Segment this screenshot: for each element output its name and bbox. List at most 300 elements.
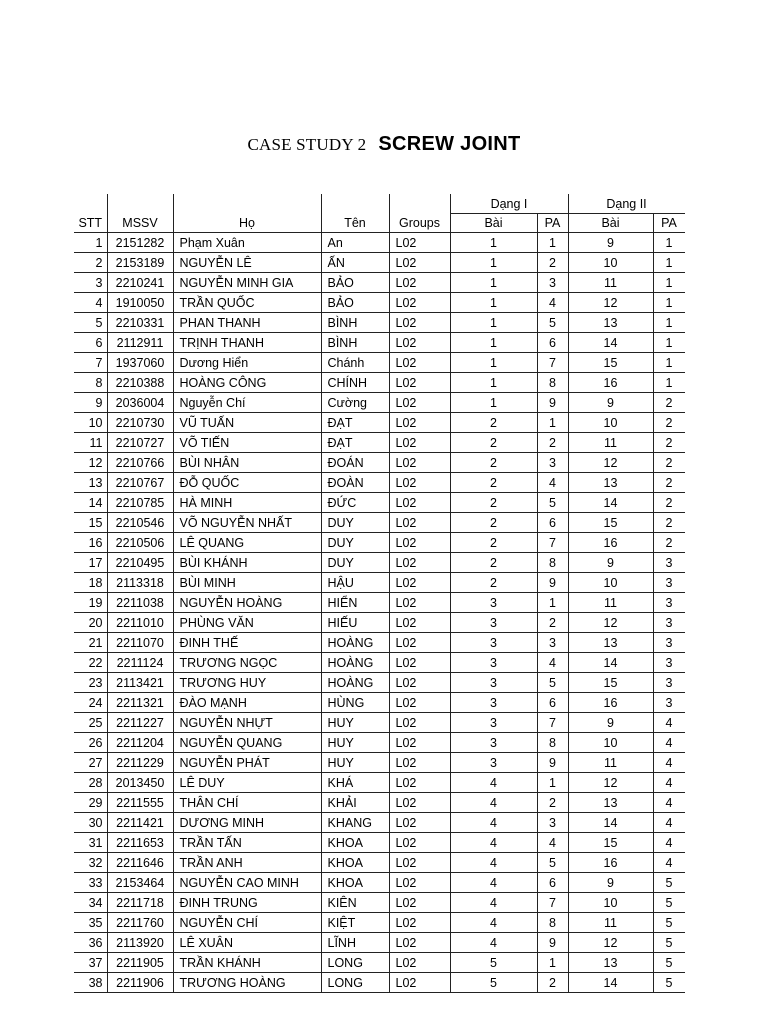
table-row: [74, 293, 685, 313]
cell-bai-1: 2: [450, 513, 537, 533]
cell-bai-2: 11: [568, 433, 653, 453]
header-bai-2: Bài: [568, 214, 653, 233]
cell-bai-1: 2: [450, 433, 537, 453]
cell-bai-2: 12: [568, 773, 653, 793]
cell-pa-1: 8: [537, 553, 568, 573]
cell-pa-2: 4: [653, 773, 685, 793]
cell-stt: 35: [74, 913, 107, 933]
cell-bai-1: 1: [450, 373, 537, 393]
cell-groups: L02: [389, 653, 450, 673]
cell-bai-2: 10: [568, 573, 653, 593]
cell-ho: LÊ XUÂN: [173, 933, 321, 953]
cell-mssv: 2211070: [107, 633, 173, 653]
cell-stt: 19: [74, 593, 107, 613]
cell-mssv: 2211760: [107, 913, 173, 933]
cell-stt: 32: [74, 853, 107, 873]
cell-pa-2: 4: [653, 853, 685, 873]
cell-ho: PHÙNG VĂN: [173, 613, 321, 633]
cell-pa-1: 9: [537, 573, 568, 593]
cell-ho: VÕ TIẾN: [173, 433, 321, 453]
cell-stt: 34: [74, 893, 107, 913]
cell-stt: 18: [74, 573, 107, 593]
cell-ten: KHANG: [321, 813, 389, 833]
cell-groups: L02: [389, 773, 450, 793]
cell-pa-1: 3: [537, 813, 568, 833]
cell-ten: LĨNH: [321, 933, 389, 953]
cell-pa-1: 7: [537, 353, 568, 373]
cell-pa-2: 4: [653, 753, 685, 773]
cell-stt: 9: [74, 393, 107, 413]
cell-bai-2: 13: [568, 313, 653, 333]
table-row: [74, 513, 685, 533]
cell-ho: LÊ QUANG: [173, 533, 321, 553]
cell-mssv: 2210388: [107, 373, 173, 393]
header-blank: [173, 194, 321, 214]
cell-groups: L02: [389, 833, 450, 853]
table-row: [74, 393, 685, 413]
cell-groups: L02: [389, 753, 450, 773]
cell-bai-2: 10: [568, 253, 653, 273]
cell-ten: DUY: [321, 553, 389, 573]
cell-stt: 7: [74, 353, 107, 373]
student-assignment-table: [74, 194, 685, 993]
cell-pa-2: 2: [653, 473, 685, 493]
cell-pa-1: 4: [537, 293, 568, 313]
cell-bai-1: 3: [450, 593, 537, 613]
cell-stt: 36: [74, 933, 107, 953]
cell-stt: 6: [74, 333, 107, 353]
cell-pa-1: 4: [537, 473, 568, 493]
cell-ten: BẢO: [321, 273, 389, 293]
cell-ten: Cường: [321, 393, 389, 413]
cell-pa-1: 4: [537, 833, 568, 853]
cell-bai-2: 14: [568, 333, 653, 353]
cell-ten: BẢO: [321, 293, 389, 313]
cell-pa-2: 5: [653, 933, 685, 953]
cell-bai-1: 2: [450, 553, 537, 573]
cell-ho: BÙI NHÂN: [173, 453, 321, 473]
cell-ten: HUY: [321, 733, 389, 753]
cell-ten: ĐOÁN: [321, 453, 389, 473]
cell-bai-1: 4: [450, 913, 537, 933]
cell-stt: 1: [74, 233, 107, 253]
cell-groups: L02: [389, 573, 450, 593]
cell-ho: NGUYỄN MINH GIA: [173, 273, 321, 293]
cell-mssv: 1910050: [107, 293, 173, 313]
table-group-header-row: [74, 194, 685, 214]
cell-ten: ĐỨC: [321, 493, 389, 513]
cell-groups: L02: [389, 633, 450, 653]
cell-pa-2: 5: [653, 873, 685, 893]
cell-bai-1: 2: [450, 473, 537, 493]
cell-bai-1: 1: [450, 273, 537, 293]
cell-ho: TRẦN ANH: [173, 853, 321, 873]
cell-ho: NGUYỄN LÊ: [173, 253, 321, 273]
cell-ho: ĐỖ QUỐC: [173, 473, 321, 493]
cell-ho: TRẦN TẤN: [173, 833, 321, 853]
cell-groups: L02: [389, 493, 450, 513]
cell-pa-1: 9: [537, 393, 568, 413]
cell-mssv: 2211555: [107, 793, 173, 813]
cell-groups: L02: [389, 693, 450, 713]
header-ho: Họ: [173, 214, 321, 233]
table-row: [74, 933, 685, 953]
cell-bai-2: 11: [568, 273, 653, 293]
cell-ten: HIẾU: [321, 613, 389, 633]
cell-stt: 26: [74, 733, 107, 753]
cell-mssv: 2113318: [107, 573, 173, 593]
cell-mssv: 2211906: [107, 973, 173, 993]
cell-pa-2: 4: [653, 713, 685, 733]
document-title: [0, 133, 768, 156]
cell-bai-2: 10: [568, 733, 653, 753]
cell-mssv: 2210727: [107, 433, 173, 453]
cell-stt: 30: [74, 813, 107, 833]
header-dang-2: Dạng II: [568, 194, 685, 214]
cell-ho: DƯƠNG MINH: [173, 813, 321, 833]
cell-pa-1: 9: [537, 753, 568, 773]
cell-pa-1: 7: [537, 533, 568, 553]
cell-mssv: 2151282: [107, 233, 173, 253]
cell-bai-1: 2: [450, 573, 537, 593]
cell-bai-2: 10: [568, 413, 653, 433]
cell-ten: HÙNG: [321, 693, 389, 713]
cell-bai-1: 1: [450, 233, 537, 253]
cell-stt: 2: [74, 253, 107, 273]
cell-ho: VŨ TUẤN: [173, 413, 321, 433]
cell-pa-1: 8: [537, 733, 568, 753]
cell-ten: ĐẠT: [321, 433, 389, 453]
cell-pa-1: 5: [537, 313, 568, 333]
cell-pa-1: 2: [537, 613, 568, 633]
table-row: [74, 353, 685, 373]
cell-ho: HOÀNG CÔNG: [173, 373, 321, 393]
cell-mssv: 2211227: [107, 713, 173, 733]
cell-pa-2: 3: [653, 633, 685, 653]
cell-bai-1: 1: [450, 313, 537, 333]
cell-bai-1: 5: [450, 953, 537, 973]
cell-ten: HOÀNG: [321, 673, 389, 693]
table-row: [74, 593, 685, 613]
cell-mssv: 2211653: [107, 833, 173, 853]
cell-ten: KHOA: [321, 833, 389, 853]
cell-pa-1: 5: [537, 493, 568, 513]
cell-bai-2: 16: [568, 853, 653, 873]
cell-mssv: 2211229: [107, 753, 173, 773]
table-row: [74, 973, 685, 993]
table-row: [74, 493, 685, 513]
table-row: [74, 753, 685, 773]
cell-pa-2: 1: [653, 293, 685, 313]
cell-ten: ẤN: [321, 253, 389, 273]
cell-bai-2: 11: [568, 753, 653, 773]
cell-groups: L02: [389, 873, 450, 893]
header-pa-1: PA: [537, 214, 568, 233]
cell-pa-1: 2: [537, 433, 568, 453]
cell-pa-1: 2: [537, 793, 568, 813]
cell-bai-2: 9: [568, 873, 653, 893]
cell-ho: TRỊNH THANH: [173, 333, 321, 353]
cell-groups: L02: [389, 253, 450, 273]
cell-pa-2: 5: [653, 973, 685, 993]
cell-bai-2: 9: [568, 233, 653, 253]
cell-bai-1: 2: [450, 533, 537, 553]
header-ten: Tên: [321, 214, 389, 233]
cell-ho: ĐÀO MẠNH: [173, 693, 321, 713]
cell-ten: KHÁ: [321, 773, 389, 793]
cell-bai-1: 1: [450, 333, 537, 353]
cell-groups: L02: [389, 953, 450, 973]
table-row: [74, 733, 685, 753]
cell-ho: Dương Hiển: [173, 353, 321, 373]
cell-ten: HUY: [321, 753, 389, 773]
cell-groups: L02: [389, 553, 450, 573]
cell-ten: BÌNH: [321, 333, 389, 353]
cell-pa-2: 1: [653, 253, 685, 273]
cell-bai-2: 9: [568, 713, 653, 733]
cell-ten: HUY: [321, 713, 389, 733]
cell-stt: 38: [74, 973, 107, 993]
cell-stt: 24: [74, 693, 107, 713]
cell-ho: TRƯƠNG NGỌC: [173, 653, 321, 673]
header-dang-1: Dạng I: [450, 194, 568, 214]
cell-stt: 14: [74, 493, 107, 513]
cell-groups: L02: [389, 233, 450, 253]
cell-ten: ĐẠT: [321, 413, 389, 433]
cell-mssv: 2210546: [107, 513, 173, 533]
cell-pa-1: 2: [537, 253, 568, 273]
cell-ten: KIỆT: [321, 913, 389, 933]
cell-mssv: 2013450: [107, 773, 173, 793]
header-mssv: MSSV: [107, 214, 173, 233]
cell-mssv: 2211905: [107, 953, 173, 973]
cell-mssv: 2211010: [107, 613, 173, 633]
cell-bai-2: 12: [568, 613, 653, 633]
cell-bai-1: 4: [450, 933, 537, 953]
cell-stt: 13: [74, 473, 107, 493]
cell-bai-2: 13: [568, 473, 653, 493]
cell-bai-2: 12: [568, 453, 653, 473]
cell-stt: 20: [74, 613, 107, 633]
cell-ten: CHÍNH: [321, 373, 389, 393]
cell-pa-1: 6: [537, 513, 568, 533]
cell-bai-1: 1: [450, 393, 537, 413]
cell-stt: 12: [74, 453, 107, 473]
cell-stt: 37: [74, 953, 107, 973]
cell-pa-2: 2: [653, 393, 685, 413]
table-row: [74, 853, 685, 873]
cell-pa-1: 8: [537, 373, 568, 393]
cell-pa-1: 3: [537, 633, 568, 653]
cell-pa-2: 5: [653, 893, 685, 913]
cell-mssv: 2210495: [107, 553, 173, 573]
cell-ho: PHAN THANH: [173, 313, 321, 333]
cell-pa-2: 2: [653, 413, 685, 433]
cell-ho: ĐINH TRUNG: [173, 893, 321, 913]
cell-groups: L02: [389, 593, 450, 613]
cell-pa-2: 3: [653, 553, 685, 573]
cell-bai-1: 2: [450, 493, 537, 513]
cell-stt: 10: [74, 413, 107, 433]
cell-ho: THÂN CHÍ: [173, 793, 321, 813]
cell-bai-2: 16: [568, 693, 653, 713]
cell-groups: L02: [389, 313, 450, 333]
cell-ho: NGUYỄN HOÀNG: [173, 593, 321, 613]
table-row: [74, 873, 685, 893]
cell-ho: Nguyễn Chí: [173, 393, 321, 413]
cell-pa-1: 6: [537, 333, 568, 353]
cell-groups: L02: [389, 353, 450, 373]
cell-stt: 21: [74, 633, 107, 653]
cell-ten: HIỂN: [321, 593, 389, 613]
cell-stt: 22: [74, 653, 107, 673]
cell-ten: An: [321, 233, 389, 253]
cell-pa-1: 6: [537, 873, 568, 893]
cell-stt: 4: [74, 293, 107, 313]
cell-groups: L02: [389, 293, 450, 313]
title-topic: SCREW JOINT: [378, 133, 521, 155]
table-column-header-row: [74, 214, 685, 233]
cell-bai-2: 15: [568, 353, 653, 373]
cell-pa-1: 5: [537, 853, 568, 873]
table-row: [74, 373, 685, 393]
cell-ten: KHOA: [321, 873, 389, 893]
header-bai-1: Bài: [450, 214, 537, 233]
table-row: [74, 613, 685, 633]
cell-stt: 25: [74, 713, 107, 733]
cell-bai-1: 1: [450, 293, 537, 313]
cell-ho: TRƯƠNG HUY: [173, 673, 321, 693]
cell-groups: L02: [389, 733, 450, 753]
table-row: [74, 473, 685, 493]
cell-pa-2: 1: [653, 373, 685, 393]
cell-bai-2: 12: [568, 293, 653, 313]
cell-pa-2: 3: [653, 573, 685, 593]
cell-bai-2: 13: [568, 953, 653, 973]
cell-bai-1: 3: [450, 653, 537, 673]
cell-bai-1: 4: [450, 873, 537, 893]
cell-pa-2: 1: [653, 233, 685, 253]
table-row: [74, 653, 685, 673]
cell-bai-2: 11: [568, 913, 653, 933]
cell-pa-2: 1: [653, 353, 685, 373]
cell-mssv: 2210730: [107, 413, 173, 433]
cell-bai-2: 9: [568, 553, 653, 573]
cell-mssv: 2210241: [107, 273, 173, 293]
cell-bai-1: 3: [450, 733, 537, 753]
table-row: [74, 333, 685, 353]
cell-ho: VÕ NGUYỄN NHẤT: [173, 513, 321, 533]
cell-bai-2: 13: [568, 793, 653, 813]
cell-mssv: 2210506: [107, 533, 173, 553]
table-row: [74, 253, 685, 273]
cell-stt: 29: [74, 793, 107, 813]
table-row: [74, 413, 685, 433]
cell-bai-1: 3: [450, 613, 537, 633]
cell-pa-2: 1: [653, 273, 685, 293]
cell-groups: L02: [389, 613, 450, 633]
cell-bai-1: 4: [450, 773, 537, 793]
cell-bai-1: 4: [450, 893, 537, 913]
cell-mssv: 1937060: [107, 353, 173, 373]
table-row: [74, 693, 685, 713]
cell-pa-2: 4: [653, 733, 685, 753]
cell-mssv: 2113421: [107, 673, 173, 693]
cell-pa-2: 4: [653, 833, 685, 853]
cell-ho: LÊ DUY: [173, 773, 321, 793]
cell-mssv: 2211038: [107, 593, 173, 613]
cell-groups: L02: [389, 893, 450, 913]
cell-pa-2: 4: [653, 813, 685, 833]
table-row: [74, 573, 685, 593]
cell-mssv: 2211204: [107, 733, 173, 753]
cell-bai-2: 9: [568, 393, 653, 413]
cell-stt: 17: [74, 553, 107, 573]
cell-ten: DUY: [321, 513, 389, 533]
cell-bai-2: 15: [568, 513, 653, 533]
cell-ho: ĐINH THẾ: [173, 633, 321, 653]
cell-stt: 27: [74, 753, 107, 773]
cell-pa-1: 1: [537, 773, 568, 793]
cell-stt: 8: [74, 373, 107, 393]
cell-pa-1: 1: [537, 953, 568, 973]
cell-groups: L02: [389, 913, 450, 933]
cell-pa-2: 2: [653, 513, 685, 533]
cell-bai-1: 3: [450, 633, 537, 653]
cell-pa-1: 4: [537, 653, 568, 673]
cell-pa-1: 5: [537, 673, 568, 693]
cell-bai-1: 4: [450, 793, 537, 813]
cell-ten: ĐOÀN: [321, 473, 389, 493]
cell-bai-2: 14: [568, 973, 653, 993]
cell-mssv: 2211321: [107, 693, 173, 713]
cell-groups: L02: [389, 973, 450, 993]
cell-bai-2: 16: [568, 373, 653, 393]
cell-pa-2: 3: [653, 673, 685, 693]
cell-ten: LONG: [321, 953, 389, 973]
cell-bai-1: 2: [450, 453, 537, 473]
cell-bai-1: 3: [450, 713, 537, 733]
cell-ho: BÙI KHÁNH: [173, 553, 321, 573]
cell-stt: 23: [74, 673, 107, 693]
cell-pa-1: 3: [537, 453, 568, 473]
table-row: [74, 813, 685, 833]
table-row: [74, 673, 685, 693]
header-blank: [107, 194, 173, 214]
cell-bai-1: 3: [450, 693, 537, 713]
cell-bai-2: 11: [568, 593, 653, 613]
cell-mssv: 2036004: [107, 393, 173, 413]
cell-bai-2: 14: [568, 653, 653, 673]
table-row: [74, 913, 685, 933]
cell-groups: L02: [389, 433, 450, 453]
cell-mssv: 2210331: [107, 313, 173, 333]
cell-ten: DUY: [321, 533, 389, 553]
cell-stt: 5: [74, 313, 107, 333]
cell-bai-1: 2: [450, 413, 537, 433]
cell-bai-1: 3: [450, 673, 537, 693]
cell-pa-1: 7: [537, 893, 568, 913]
cell-bai-1: 1: [450, 253, 537, 273]
table-row: [74, 533, 685, 553]
table-row: [74, 893, 685, 913]
table-row: [74, 633, 685, 653]
header-pa-2: PA: [653, 214, 685, 233]
cell-groups: L02: [389, 273, 450, 293]
cell-pa-2: 1: [653, 313, 685, 333]
cell-ho: HÀ MINH: [173, 493, 321, 513]
header-stt: STT: [74, 214, 107, 233]
